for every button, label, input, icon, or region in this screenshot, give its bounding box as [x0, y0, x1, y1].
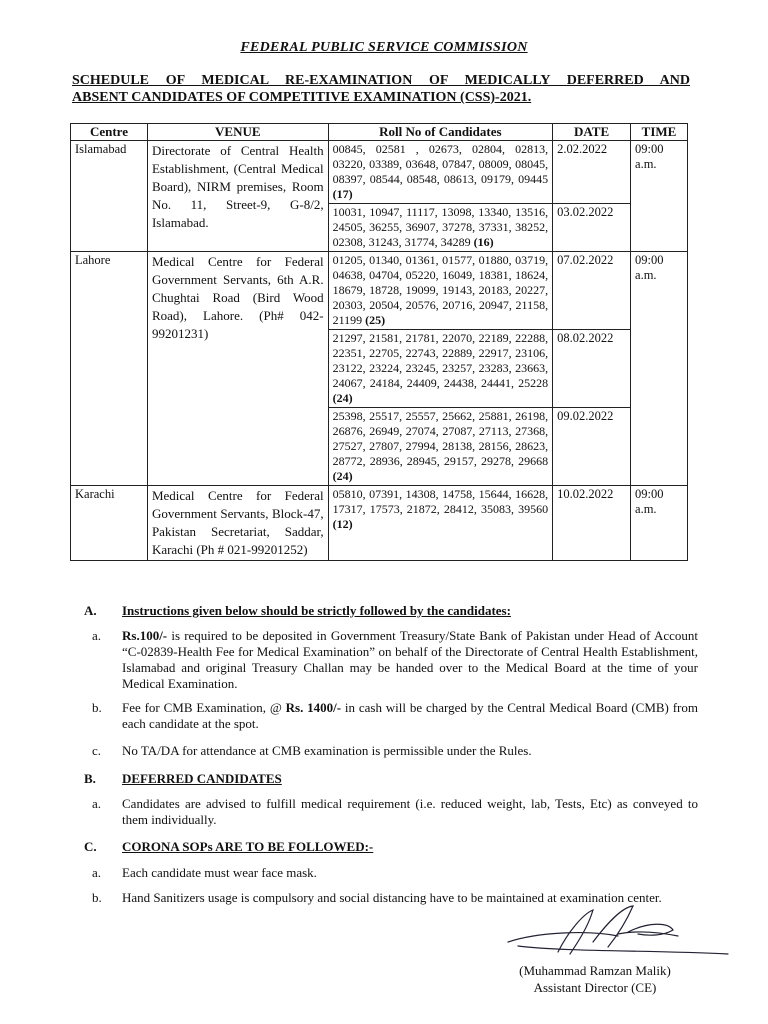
- schedule-title-line2: ABSENT CANDIDATES OF COMPETITIVE EXAMINATION (CSS)-2021.: [72, 90, 532, 105]
- instruction-c-b: b. Hand Sanitizers usage is compulsory and social distancing have to be maintained at examination center.: [92, 890, 662, 905]
- instruction-b-a: a. Candidates are advised to fulfill medical requirement (i.e. reduced weight, lab, Tests, Etc) as conveyed to them individually.: [92, 796, 698, 827]
- instruction-a-a: a. Rs.100/- is required to be deposited in Government Treasury/State Bank of Pakistan under Head of Account “C-02839-Health Fee for Medical Examination” on behalf of the Directorate of Central Health Establishment, Islamabad and original Treasury Challan may be handed over to the Medical Board at the time of your Medical Examination.: [92, 628, 698, 691]
- venue-cell: Medical Centre for Federal Government Servants, Block-47, Pakistan Secretariat, Saddar, Karachi (Ph # 021-99201252): [147, 486, 328, 561]
- time-cell: 09:00 a.m.: [631, 486, 688, 561]
- roll-numbers-cell: 00845, 02581 , 02673, 02804, 02813, 03220, 03389, 03648, 07847, 08009, 08045, 08397, 08544, 08548, 08613, 09179, 09445 (17): [328, 141, 552, 204]
- date-cell: 07.02.2022: [553, 252, 631, 330]
- date-cell: 08.02.2022: [553, 330, 631, 408]
- centre-cell: Karachi: [71, 486, 148, 561]
- roll-numbers-cell: 01205, 01340, 01361, 01577, 01880, 03719, 04638, 04704, 05220, 16049, 18381, 18624, 18679, 18728, 19099, 19143, 20183, 20227, 20303, 20504, 20576, 20716, 20947, 21158, 21199 (25): [328, 252, 552, 330]
- roll-numbers-cell: 05810, 07391, 14308, 14758, 15644, 16628, 17317, 17573, 21872, 28412, 35083, 39560 (12): [328, 486, 552, 561]
- roll-numbers-cell: 21297, 21581, 21781, 22070, 22189, 22288, 22351, 22705, 22743, 22889, 22917, 23106, 23122, 23224, 23245, 23257, 23283, 23663, 24067, 24184, 24409, 24438, 24441, 25228 (24): [328, 330, 552, 408]
- date-cell: 03.02.2022: [553, 204, 631, 252]
- roll-numbers-cell: 10031, 10947, 11117, 13098, 13340, 13516, 24505, 36255, 36907, 37278, 37331, 38252, 02308, 31243, 31774, 34289 (16): [328, 204, 552, 252]
- time-cell: 09:00 a.m.: [631, 141, 688, 252]
- section-b-heading: B. DEFERRED CANDIDATES: [84, 771, 282, 786]
- section-a-heading: A. Instructions given below should be strictly followed by the candidates:: [84, 603, 511, 618]
- roll-numbers-cell: 25398, 25517, 25557, 25662, 25881, 26198, 26876, 26949, 27074, 27087, 27113, 27368, 27527, 27807, 27994, 28138, 28156, 28623, 28772, 28936, 28945, 29157, 29278, 29668 (24): [328, 408, 552, 486]
- schedule-table: [70, 123, 688, 561]
- column-header: TIME: [631, 124, 688, 141]
- signature-mark: [498, 902, 738, 962]
- date-cell: 09.02.2022: [553, 408, 631, 486]
- instruction-c-a: a. Each candidate must wear face mask.: [92, 865, 317, 880]
- column-header: DATE: [553, 124, 631, 141]
- column-header: Centre: [71, 124, 148, 141]
- date-cell: 10.02.2022: [553, 486, 631, 561]
- centre-cell: Islamabad: [71, 141, 148, 252]
- instruction-a-b: b. Fee for CMB Examination, @ Rs. 1400/- in cash will be charged by the Central Medical Board (CMB) from each candidate at the spot.: [92, 700, 698, 731]
- time-cell: 09:00 a.m.: [631, 252, 688, 486]
- signatory-block: [510, 962, 680, 996]
- schedule-title-line1: SCHEDULE OF MEDICAL RE-EXAMINATION OF MEDICALLY DEFERRED AND: [72, 73, 690, 88]
- commission-title: FEDERAL PUBLIC SERVICE COMMISSION: [240, 40, 528, 55]
- schedule-title: [72, 72, 690, 106]
- table-row: [71, 141, 688, 204]
- column-header: Roll No of Candidates: [328, 124, 552, 141]
- signatory-designation: Assistant Director (CE): [533, 980, 657, 995]
- date-cell: 2.02.2022: [553, 141, 631, 204]
- signatory-name: (Muhammad Ramzan Malik): [519, 963, 671, 978]
- venue-cell: Directorate of Central Health Establishment, (Central Medical Board), NIRM premises, Room No. 11, Street-9, G-8/2, Islamabad.: [147, 141, 328, 252]
- table-header-row: [71, 124, 688, 141]
- venue-cell: Medical Centre for Federal Government Servants, 6th A.R. Chughtai Road (Bird Wood Road), Lahore. (Ph# 042-99201231): [147, 252, 328, 486]
- instruction-a-c: c. No TA/DA for attendance at CMB examination is permissible under the Rules.: [92, 743, 532, 758]
- section-c-heading: C. CORONA SOPs ARE TO BE FOLLOWED:-: [84, 839, 374, 854]
- column-header: VENUE: [147, 124, 328, 141]
- table-row: [71, 486, 688, 561]
- table-row: [71, 252, 688, 330]
- centre-cell: Lahore: [71, 252, 148, 486]
